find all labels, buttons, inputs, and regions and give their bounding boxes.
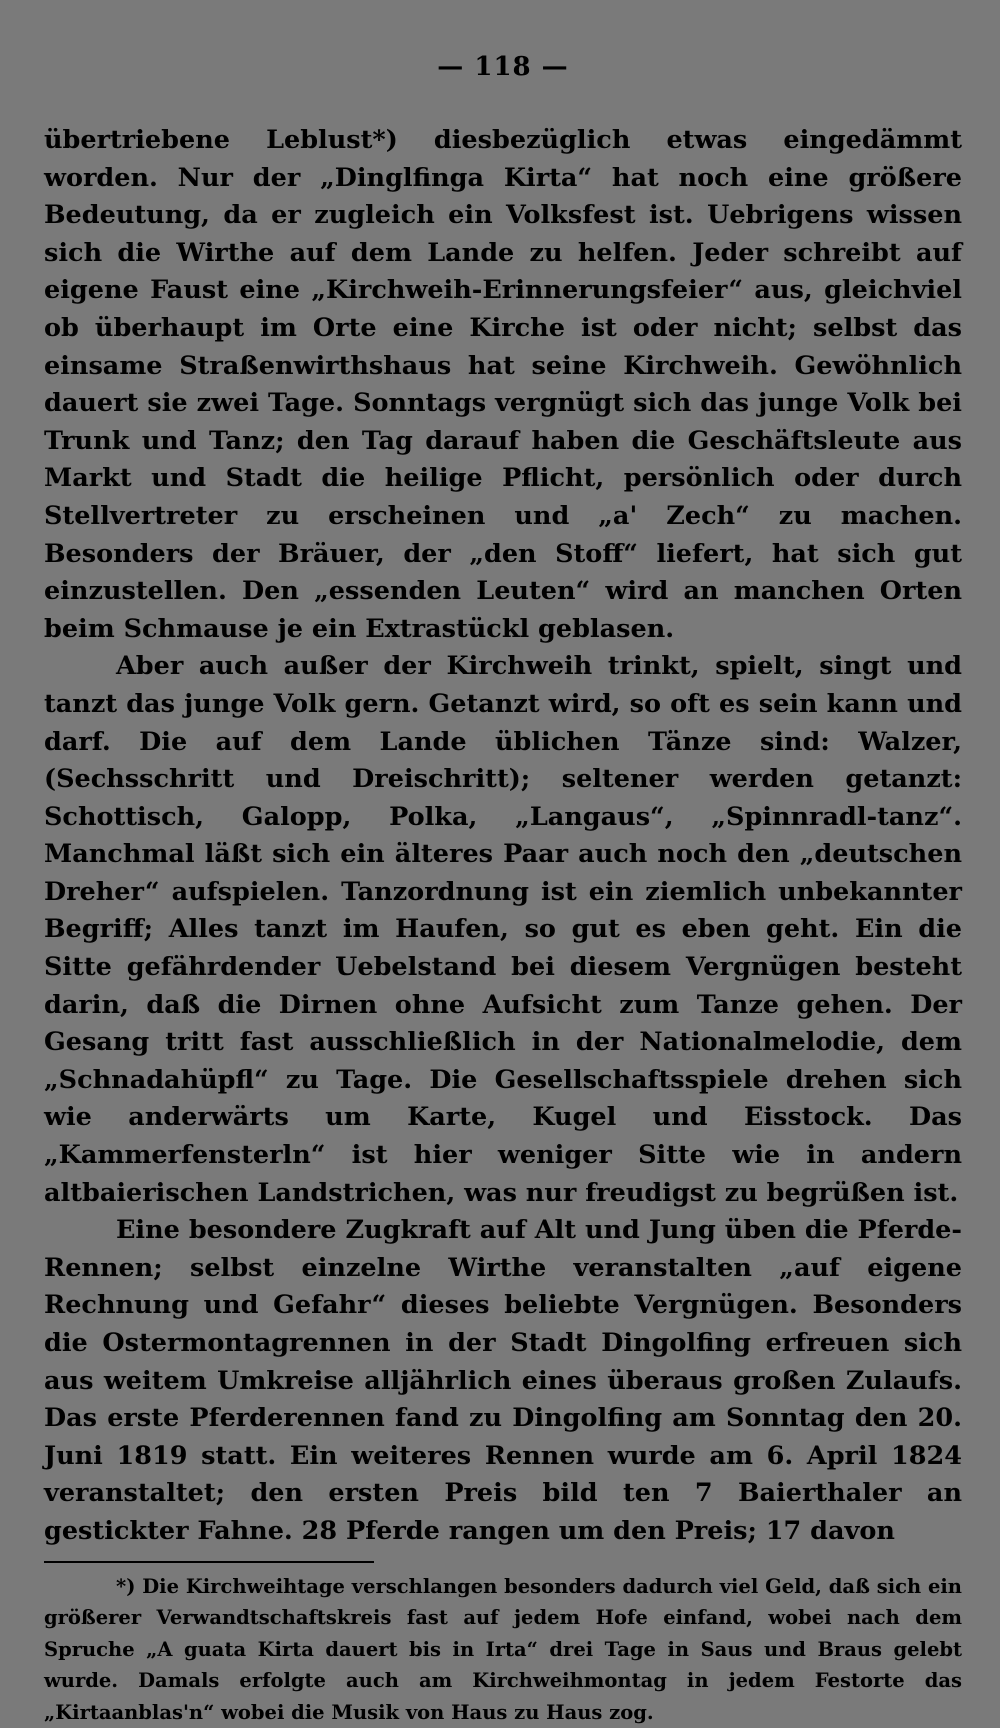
footnote-separator [44, 1561, 374, 1563]
page-number: — 118 — [437, 52, 569, 82]
paragraph-2: Aber auch außer der Kirchweih trinkt, spielt, singt und tanzt das junge Volk gern. Getanzt wird, so oft es sein kann und darf. Die auf dem Lande üblichen Tänze sind: Walzer, (Sechsschritt und Dreischritt); seltener werden getanzt: Schottisch, Galopp, Polka, „Langaus“, „Spinnradl-tanz“. Manchmal läßt sich ein älteres Paar auch noch den „deutschen Dreher“ aufspielen. Tanzordnung ist ein ziemlich unbekannter Begriff; Alles tanzt im Haufen, so gut es eben geht. Ein die Sitte gefährdender Uebelstand bei diesem Vergnügen besteht darin, daß die Dirnen ohne Aufsicht zum Tanze gehen. Der Gesang tritt fast ausschließlich in der Nationalmelodie, dem „Schnadahüpfl“ zu Tage. Die Gesellschaftsspiele drehen sich wie anderwärts um Karte, Kugel und Eisstock. Das „Kammerfensterln“ ist hier weniger Sitte wie in andern altbaierischen Landstrichen, was nur freudigst zu begrüßen ist. [44, 651, 962, 1208]
body-text [44, 122, 962, 1551]
footnote: *) Die Kirchweihtage verschlangen besonders dadurch viel Geld, daß sich ein größerer Verwandtschaftskreis fast auf jedem Hofe einfand, wobei nach dem Spruche „A guata Kirta dauert bis in Irta“ drei Tage in Saus und Braus gelebt wurde. Damals erfolgte auch am Kirchweihmontag in jedem Festorte das „Kirtaanblas'n“ wobei die Musik von Haus zu Haus zog. [44, 1574, 962, 1724]
paragraph-3: Eine besondere Zugkraft auf Alt und Jung üben die Pferde-Rennen; selbst einzelne Wirthe veranstalten „auf eigene Rechnung und Gefahr“ dieses beliebte Vergnügen. Besonders die Ostermontagrennen in der Stadt Dingolfing erfreuen sich aus weitem Umkreise alljährlich eines überaus großen Zulaufs. Das erste Pferderennen fand zu Dingolfing am Sonntag den 20. Juni 1819 statt. Ein weiteres Rennen wurde am 6. April 1824 veranstaltet; den ersten Preis bild ten 7 Baierthaler an gestickter Fahne. 28 Pferde rangen um den Preis; 17 davon [44, 1215, 962, 1546]
paragraph-1: übertriebene Leblust*) diesbezüglich etwas eingedämmt worden. Nur der „Dinglfinga Kirta“ hat noch eine größere Bedeutung, da er zugleich ein Volksfest ist. Uebrigens wissen sich die Wirthe auf dem Lande zu helfen. Jeder schreibt auf eigene Faust eine „Kirchweih-Erinnerungsfeier“ aus, gleichviel ob überhaupt im Orte eine Kirche ist oder nicht; selbst das einsame Straßenwirthshaus hat seine Kirchweih. Gewöhnlich dauert sie zwei Tage. Sonntags vergnügt sich das junge Volk bei Trunk und Tanz; den Tag darauf haben die Geschäftsleute aus Markt und Stadt die heilige Pflicht, persönlich oder durch Stellvertreter zu erscheinen und „a' Zech“ zu machen. Besonders der Bräuer, der „den Stoff“ liefert, hat sich gut einzustellen. Den „essenden Leuten“ wird an manchen Orten beim Schmause je ein Extrastückl geblasen. [44, 125, 962, 644]
